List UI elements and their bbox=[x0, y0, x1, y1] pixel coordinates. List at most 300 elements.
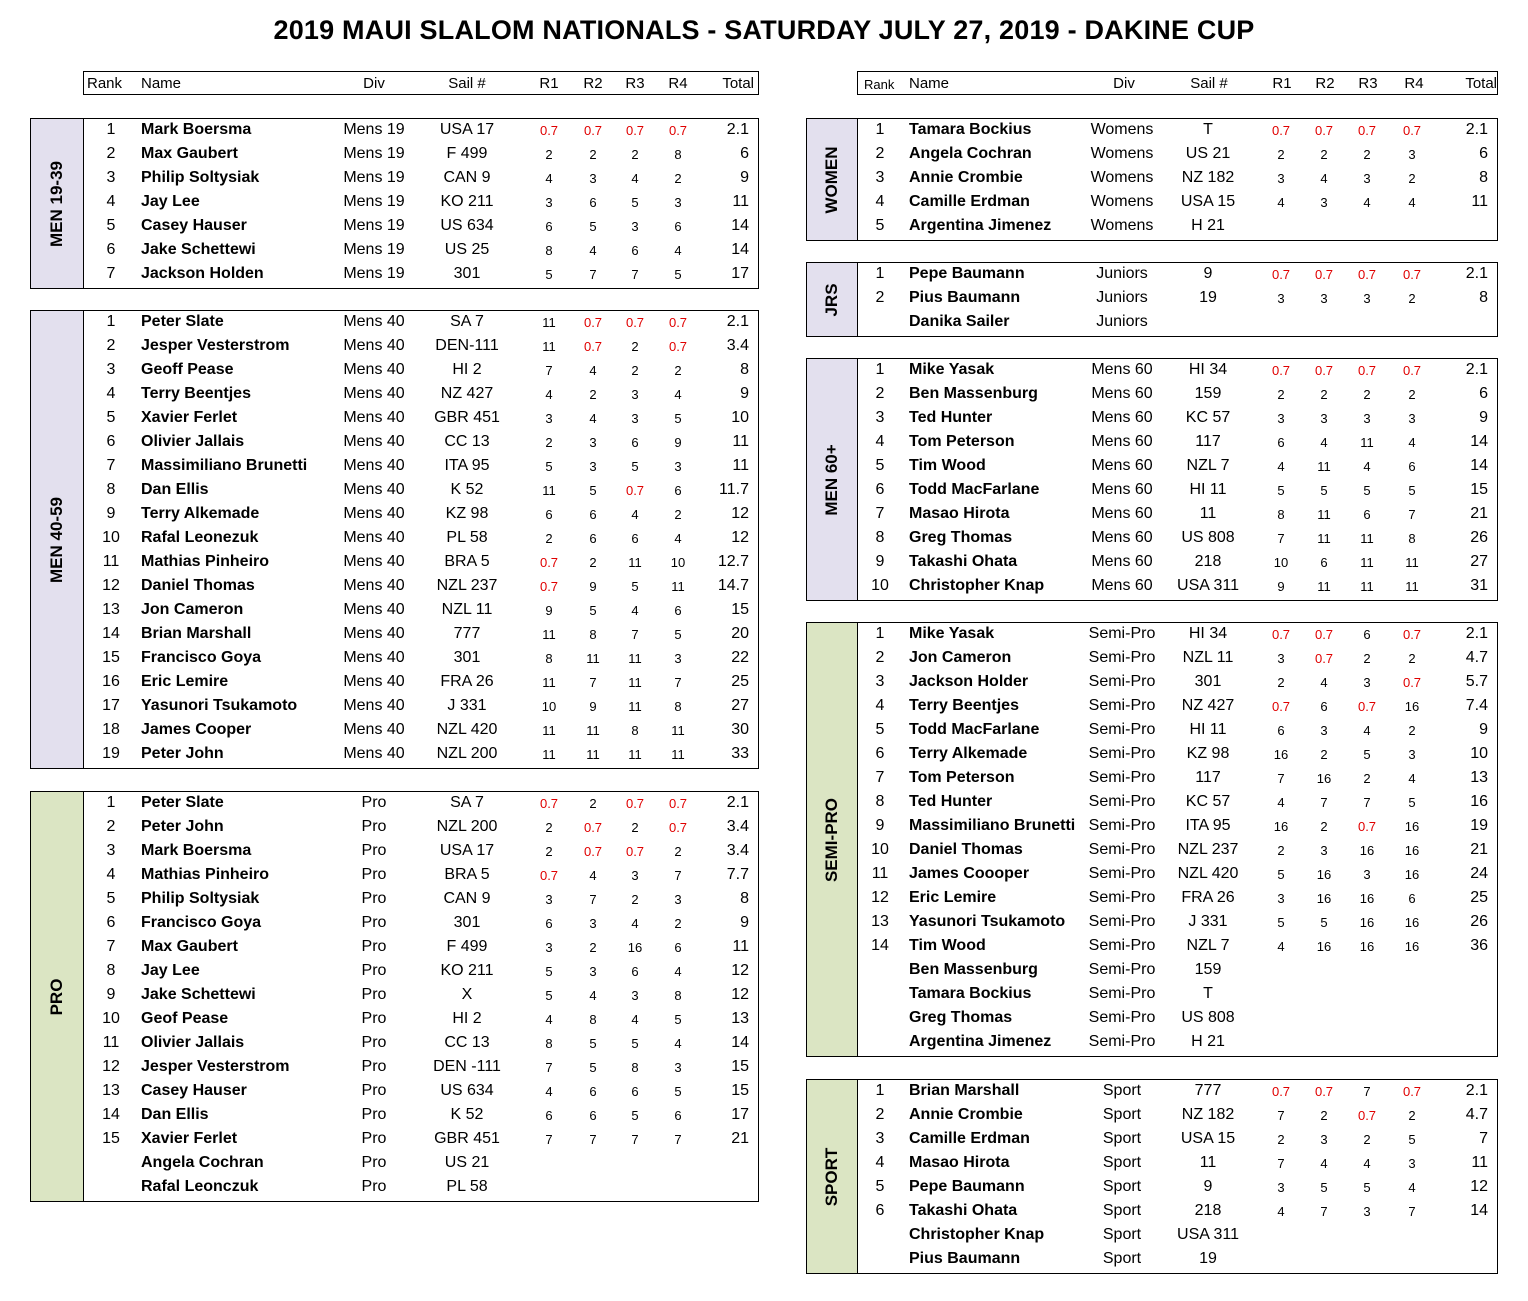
cell-total: 6 bbox=[740, 145, 749, 162]
cell-sail: GBR 451 bbox=[434, 1130, 500, 1147]
cell-rank: 5 bbox=[106, 890, 116, 907]
cell-total: 25 bbox=[1470, 889, 1488, 906]
table-row bbox=[0, 431, 1528, 455]
header-r2: R2 bbox=[1315, 75, 1335, 92]
cell-rank: 19 bbox=[102, 745, 120, 762]
cell-rank: 9 bbox=[875, 817, 885, 834]
cell-div: Mens 60 bbox=[1091, 385, 1153, 402]
table-row bbox=[0, 1056, 1528, 1080]
cell-div: Pro bbox=[361, 890, 387, 907]
table-row bbox=[0, 455, 1528, 479]
cell-sail: T bbox=[1203, 121, 1213, 138]
cell-div: Pro bbox=[361, 1082, 387, 1099]
cell-div: Mens 40 bbox=[343, 673, 405, 690]
cell-r3: 0.7 bbox=[625, 483, 645, 498]
cell-sail: PL 58 bbox=[446, 529, 488, 546]
cell-name: Danika Sailer bbox=[909, 313, 1010, 330]
cell-div: Mens 19 bbox=[343, 145, 405, 162]
cell-name: Greg Thomas bbox=[909, 529, 1013, 546]
cell-sail: DEN-111 bbox=[435, 337, 499, 354]
cell-r1: 0.7 bbox=[1271, 1084, 1291, 1099]
cell-r3: 4 bbox=[631, 171, 639, 186]
cell-r3: 2 bbox=[631, 339, 639, 354]
cell-r2: 5 bbox=[1320, 915, 1328, 930]
cell-r3: 6 bbox=[631, 531, 639, 546]
cell-rank: 12 bbox=[871, 889, 889, 906]
section-label-text: MEN 60+ bbox=[822, 443, 841, 516]
cell-r4: 3 bbox=[674, 892, 682, 907]
cell-sail: NZL 11 bbox=[441, 601, 493, 618]
cell-r4: 11 bbox=[1405, 555, 1419, 570]
cell-r3: 4 bbox=[631, 507, 639, 522]
cell-r2: 4 bbox=[589, 363, 597, 378]
cell-r4: 0.7 bbox=[1402, 675, 1422, 690]
cell-div: Semi-Pro bbox=[1088, 721, 1156, 738]
cell-r4: 16 bbox=[1404, 699, 1420, 714]
cell-name: Jon Cameron bbox=[141, 601, 244, 618]
cell-div: Sport bbox=[1102, 1202, 1142, 1219]
cell-sail: NZL 237 bbox=[1177, 841, 1239, 858]
table-row bbox=[0, 359, 1528, 383]
cell-div: Semi-Pro bbox=[1088, 841, 1156, 858]
cell-total: 19 bbox=[1470, 817, 1488, 834]
cell-name: Jay Lee bbox=[141, 962, 200, 979]
cell-name: Dan Ellis bbox=[141, 481, 209, 498]
cell-sail: FRA 26 bbox=[1181, 889, 1235, 906]
cell-r3: 16 bbox=[1359, 939, 1375, 954]
cell-rank: 8 bbox=[106, 962, 116, 979]
cell-r3: 4 bbox=[631, 1012, 639, 1027]
header-total: Total bbox=[722, 75, 754, 92]
cell-r2: 5 bbox=[589, 483, 597, 498]
cell-name: Tamara Bockius bbox=[909, 985, 1032, 1002]
cell-r2: 16 bbox=[1316, 771, 1332, 786]
cell-r1: 2 bbox=[545, 820, 553, 835]
cell-r2: 8 bbox=[589, 1012, 597, 1027]
cell-sail: 19 bbox=[1199, 289, 1217, 306]
cell-sail: KC 57 bbox=[1185, 793, 1231, 810]
cell-total: 11 bbox=[732, 938, 749, 955]
cell-sail: SA 7 bbox=[450, 313, 484, 330]
cell-div: Mens 40 bbox=[343, 337, 405, 354]
cell-r2: 7 bbox=[589, 1132, 597, 1147]
cell-r4: 4 bbox=[1408, 195, 1416, 210]
table-row bbox=[0, 1224, 1528, 1248]
cell-name: Jackson Holden bbox=[141, 265, 264, 282]
cell-r1: 5 bbox=[545, 964, 553, 979]
cell-sail: X bbox=[461, 986, 473, 1003]
cell-r3: 2 bbox=[1363, 387, 1371, 402]
table-row bbox=[0, 839, 1528, 863]
cell-rank: 8 bbox=[106, 481, 116, 498]
cell-total: 25 bbox=[731, 673, 749, 690]
cell-sail: H 21 bbox=[1191, 1033, 1225, 1050]
cell-rank: 3 bbox=[875, 409, 885, 426]
cell-sail: US 634 bbox=[440, 217, 494, 234]
cell-r1: 3 bbox=[1277, 291, 1285, 306]
table-row bbox=[0, 167, 1528, 191]
cell-r3: 11 bbox=[628, 675, 642, 690]
header-r3: R3 bbox=[625, 75, 645, 92]
cell-r3: 3 bbox=[631, 988, 639, 1003]
cell-total: 15 bbox=[1470, 481, 1488, 498]
cell-r3: 0.7 bbox=[1357, 267, 1377, 282]
cell-rank: 4 bbox=[875, 1154, 885, 1171]
cell-r1: 9 bbox=[545, 603, 553, 618]
cell-total: 11.7 bbox=[719, 481, 749, 498]
cell-div: Pro bbox=[361, 914, 387, 931]
cell-r1: 0.7 bbox=[1271, 699, 1291, 714]
cell-r3: 0.7 bbox=[1357, 819, 1377, 834]
cell-r3: 3 bbox=[1363, 171, 1371, 186]
cell-div: Pro bbox=[361, 1106, 387, 1123]
cell-rank: 10 bbox=[871, 841, 889, 858]
cell-sail: F 499 bbox=[446, 145, 488, 162]
cell-name: Annie Crombie bbox=[909, 169, 1023, 186]
cell-total: 27 bbox=[1470, 553, 1488, 570]
cell-r4: 4 bbox=[674, 243, 682, 258]
cell-r3: 0.7 bbox=[625, 123, 645, 138]
cell-total: 21 bbox=[1470, 841, 1488, 858]
cell-rank: 3 bbox=[106, 169, 116, 186]
cell-name: Peter Slate bbox=[141, 794, 224, 811]
cell-rank: 2 bbox=[875, 649, 885, 666]
table-row bbox=[0, 263, 1528, 287]
cell-r1: 6 bbox=[1277, 435, 1285, 450]
cell-r2: 4 bbox=[589, 868, 597, 883]
cell-total: 3.4 bbox=[726, 842, 749, 859]
cell-div: Pro bbox=[361, 842, 387, 859]
cell-rank: 6 bbox=[875, 481, 885, 498]
table-row bbox=[0, 935, 1528, 959]
cell-rank: 5 bbox=[875, 217, 885, 234]
cell-r2: 2 bbox=[1320, 819, 1328, 834]
cell-sail: GBR 451 bbox=[434, 409, 500, 426]
cell-name: Jake Schettewi bbox=[141, 986, 256, 1003]
cell-name: Tamara Bockius bbox=[909, 121, 1032, 138]
cell-r4: 2 bbox=[1408, 1108, 1416, 1123]
cell-div: Mens 60 bbox=[1091, 505, 1153, 522]
cell-r1: 6 bbox=[1277, 723, 1285, 738]
cell-total: 12 bbox=[731, 505, 749, 522]
cell-name: Dan Ellis bbox=[141, 1106, 209, 1123]
cell-div: Semi-Pro bbox=[1088, 745, 1156, 762]
cell-r1: 5 bbox=[545, 459, 553, 474]
cell-r2: 2 bbox=[1320, 147, 1328, 162]
cell-name: Jesper Vesterstrom bbox=[141, 337, 290, 354]
cell-div: Mens 40 bbox=[343, 529, 405, 546]
cell-div: Pro bbox=[361, 1058, 387, 1075]
cell-r3: 2 bbox=[1363, 1132, 1371, 1147]
cell-r3: 2 bbox=[1363, 147, 1371, 162]
cell-total: 9 bbox=[740, 385, 749, 402]
cell-r2: 3 bbox=[589, 916, 597, 931]
cell-sail: 218 bbox=[1194, 553, 1222, 570]
cell-div: Pro bbox=[361, 1130, 387, 1147]
cell-r1: 11 bbox=[542, 675, 556, 690]
cell-r3: 7 bbox=[1363, 1084, 1371, 1099]
table-row bbox=[0, 119, 1528, 143]
cell-r3: 4 bbox=[1363, 1156, 1371, 1171]
cell-r3: 4 bbox=[631, 916, 639, 931]
cell-r4: 0.7 bbox=[1402, 363, 1422, 378]
cell-r1: 5 bbox=[1277, 867, 1285, 882]
cell-name: Eric Lemire bbox=[909, 889, 997, 906]
cell-rank: 4 bbox=[106, 385, 116, 402]
cell-rank: 7 bbox=[106, 457, 116, 474]
cell-r2: 4 bbox=[1320, 675, 1328, 690]
cell-r3: 2 bbox=[1363, 651, 1371, 666]
cell-sail: 9 bbox=[1203, 1178, 1213, 1195]
cell-sail: T bbox=[1203, 985, 1213, 1002]
cell-name: Massimiliano Brunetti bbox=[141, 457, 308, 474]
cell-sail: US 634 bbox=[440, 1082, 494, 1099]
cell-rank: 13 bbox=[871, 913, 889, 930]
cell-div: Semi-Pro bbox=[1088, 865, 1156, 882]
cell-r4: 8 bbox=[674, 988, 682, 1003]
cell-rank: 14 bbox=[102, 1106, 120, 1123]
cell-r4: 7 bbox=[674, 1132, 682, 1147]
cell-div: Semi-Pro bbox=[1088, 961, 1156, 978]
cell-div: Juniors bbox=[1096, 313, 1148, 330]
cell-total: 21 bbox=[1470, 505, 1488, 522]
cell-name: Pius Baumann bbox=[909, 1250, 1021, 1267]
cell-rank: 7 bbox=[106, 938, 116, 955]
cell-rank: 8 bbox=[875, 793, 885, 810]
cell-r3: 0.7 bbox=[1357, 699, 1377, 714]
cell-r3: 2 bbox=[631, 820, 639, 835]
cell-r4: 10 bbox=[670, 555, 686, 570]
cell-div: Pro bbox=[361, 938, 387, 955]
cell-total: 36 bbox=[1470, 937, 1488, 954]
cell-rank: 5 bbox=[875, 457, 885, 474]
table-row bbox=[0, 1176, 1528, 1200]
right-column-header bbox=[857, 71, 1498, 95]
cell-sail: 9 bbox=[1203, 265, 1213, 282]
cell-total: 5.7 bbox=[1465, 673, 1488, 690]
cell-div: Juniors bbox=[1096, 289, 1148, 306]
cell-r4: 4 bbox=[674, 387, 682, 402]
cell-sail: US 808 bbox=[1181, 529, 1235, 546]
cell-r3: 11 bbox=[628, 651, 642, 666]
cell-name: Rafal Leonezuk bbox=[141, 529, 259, 546]
cell-r1: 0.7 bbox=[539, 555, 559, 570]
cell-r2: 9 bbox=[589, 579, 597, 594]
cell-r2: 16 bbox=[1316, 939, 1332, 954]
table-row bbox=[0, 887, 1528, 911]
cell-r4: 11 bbox=[671, 747, 685, 762]
cell-total: 2.1 bbox=[726, 794, 749, 811]
cell-div: Mens 19 bbox=[343, 217, 405, 234]
cell-r2: 5 bbox=[589, 219, 597, 234]
cell-r4: 16 bbox=[1404, 843, 1420, 858]
cell-div: Semi-Pro bbox=[1088, 697, 1156, 714]
cell-name: Jackson Holder bbox=[909, 673, 1029, 690]
cell-name: Mike Yasak bbox=[909, 361, 995, 378]
cell-sail: 218 bbox=[1194, 1202, 1222, 1219]
cell-name: Casey Hauser bbox=[141, 1082, 247, 1099]
cell-r2: 3 bbox=[589, 964, 597, 979]
cell-r1: 16 bbox=[1273, 747, 1289, 762]
cell-name: Terry Beentjes bbox=[141, 385, 251, 402]
cell-div: Mens 40 bbox=[343, 481, 405, 498]
cell-r4: 5 bbox=[674, 1012, 682, 1027]
table-row bbox=[0, 1007, 1528, 1031]
cell-name: Takashi Ohata bbox=[909, 553, 1018, 570]
cell-name: Yasunori Tsukamoto bbox=[909, 913, 1066, 930]
cell-rank: 14 bbox=[102, 625, 120, 642]
cell-rank: 2 bbox=[875, 1106, 885, 1123]
cell-rank: 4 bbox=[106, 866, 116, 883]
cell-sail: US 21 bbox=[444, 1154, 490, 1171]
cell-r2: 0.7 bbox=[1314, 627, 1334, 642]
cell-rank: 3 bbox=[875, 1130, 885, 1147]
cell-div: Womens bbox=[1090, 169, 1154, 186]
cell-rank: 2 bbox=[875, 289, 885, 306]
cell-total: 2.1 bbox=[1465, 625, 1488, 642]
cell-sail: HI 34 bbox=[1188, 625, 1228, 642]
cell-div: Sport bbox=[1102, 1226, 1142, 1243]
cell-sail: US 21 bbox=[1185, 145, 1231, 162]
cell-div: Pro bbox=[361, 986, 387, 1003]
cell-sail: 301 bbox=[453, 914, 481, 931]
header-r1: R1 bbox=[539, 75, 559, 92]
cell-r4: 2 bbox=[1408, 387, 1416, 402]
cell-r2: 3 bbox=[589, 435, 597, 450]
cell-total: 9 bbox=[740, 169, 749, 186]
cell-rank: 6 bbox=[875, 1202, 885, 1219]
cell-total: 20 bbox=[731, 625, 749, 642]
cell-name: Argentina Jimenez bbox=[909, 1033, 1052, 1050]
cell-sail: 777 bbox=[453, 625, 481, 642]
table-row bbox=[0, 239, 1528, 263]
cell-r1: 3 bbox=[1277, 651, 1285, 666]
cell-total: 11 bbox=[732, 433, 749, 450]
cell-sail: ITA 95 bbox=[1185, 817, 1231, 834]
cell-div: Sport bbox=[1102, 1154, 1142, 1171]
cell-name: James Coooper bbox=[909, 865, 1030, 882]
cell-total: 12.7 bbox=[717, 553, 749, 570]
cell-total: 9 bbox=[1479, 721, 1488, 738]
cell-total: 17 bbox=[731, 1106, 749, 1123]
table-row bbox=[0, 503, 1528, 527]
cell-div: Sport bbox=[1102, 1178, 1142, 1195]
cell-total: 7.7 bbox=[726, 866, 749, 883]
cell-r1: 7 bbox=[1277, 1108, 1285, 1123]
header-name: Name bbox=[909, 75, 950, 92]
cell-div: Mens 19 bbox=[343, 193, 405, 210]
header-r2: R2 bbox=[583, 75, 603, 92]
cell-total: 15 bbox=[731, 1082, 749, 1099]
cell-total: 26 bbox=[1470, 529, 1488, 546]
cell-r1: 11 bbox=[542, 483, 556, 498]
cell-div: Mens 40 bbox=[343, 385, 405, 402]
cell-rank: 3 bbox=[106, 842, 116, 859]
cell-name: Ben Massenburg bbox=[909, 385, 1038, 402]
cell-div: Mens 60 bbox=[1091, 409, 1153, 426]
cell-r2: 3 bbox=[1320, 291, 1328, 306]
cell-name: Rafal Leonczuk bbox=[141, 1178, 259, 1195]
table-row bbox=[0, 479, 1528, 503]
cell-name: Ted Hunter bbox=[909, 793, 993, 810]
cell-r4: 6 bbox=[674, 603, 682, 618]
cell-total: 12 bbox=[731, 986, 749, 1003]
cell-r3: 0.7 bbox=[1357, 1108, 1377, 1123]
table-row bbox=[0, 911, 1528, 935]
cell-rank: 7 bbox=[106, 265, 116, 282]
cell-total: 33 bbox=[731, 745, 749, 762]
cell-sail: NZ 182 bbox=[1181, 1106, 1235, 1123]
cell-div: Mens 60 bbox=[1091, 361, 1153, 378]
cell-r1: 5 bbox=[1277, 483, 1285, 498]
cell-r1: 10 bbox=[1273, 555, 1289, 570]
cell-div: Sport bbox=[1102, 1106, 1142, 1123]
cell-sail: NZL 7 bbox=[1186, 937, 1230, 954]
cell-r3: 11 bbox=[628, 699, 642, 714]
cell-rank: 15 bbox=[102, 649, 120, 666]
cell-div: Sport bbox=[1102, 1250, 1142, 1267]
cell-div: Mens 60 bbox=[1091, 433, 1153, 450]
cell-sail: USA 17 bbox=[439, 842, 495, 859]
cell-r2: 2 bbox=[589, 387, 597, 402]
cell-rank: 2 bbox=[106, 818, 116, 835]
cell-r1: 6 bbox=[545, 1108, 553, 1123]
cell-total: 11 bbox=[1471, 193, 1488, 210]
cell-name: Mathias Pinheiro bbox=[141, 866, 270, 883]
cell-total: 12 bbox=[731, 529, 749, 546]
header-div: Div bbox=[1113, 75, 1135, 92]
table-row bbox=[0, 983, 1528, 1007]
cell-rank: 7 bbox=[875, 505, 885, 522]
cell-r1: 4 bbox=[545, 1012, 553, 1027]
cell-r4: 11 bbox=[1405, 579, 1419, 594]
cell-r2: 6 bbox=[589, 531, 597, 546]
cell-div: Semi-Pro bbox=[1088, 793, 1156, 810]
cell-rank: 8 bbox=[875, 529, 885, 546]
cell-div: Pro bbox=[361, 962, 387, 979]
table-row bbox=[0, 1128, 1528, 1152]
cell-r2: 0.7 bbox=[1314, 267, 1334, 282]
cell-name: Francisco Goya bbox=[141, 914, 262, 931]
table-row bbox=[0, 1248, 1528, 1272]
table-row bbox=[0, 383, 1528, 407]
cell-r2: 11 bbox=[586, 723, 600, 738]
header-sail: Sail # bbox=[448, 75, 486, 92]
cell-div: Mens 60 bbox=[1091, 577, 1153, 594]
cell-sail: K 52 bbox=[450, 481, 484, 498]
cell-r4: 6 bbox=[674, 1108, 682, 1123]
cell-r2: 11 bbox=[586, 747, 600, 762]
cell-r3: 11 bbox=[1360, 555, 1374, 570]
cell-r1: 4 bbox=[1277, 795, 1285, 810]
cell-r2: 11 bbox=[1317, 507, 1331, 522]
cell-div: Mens 60 bbox=[1091, 457, 1153, 474]
cell-name: Philip Soltysiak bbox=[141, 169, 260, 186]
cell-total: 3.4 bbox=[726, 818, 749, 835]
cell-sail: 117 bbox=[1195, 433, 1221, 450]
cell-total: 30 bbox=[731, 721, 749, 738]
cell-r1: 8 bbox=[545, 651, 553, 666]
header-r1: R1 bbox=[1272, 75, 1292, 92]
cell-div: Mens 19 bbox=[343, 169, 405, 186]
cell-r1: 0.7 bbox=[1271, 267, 1291, 282]
cell-div: Pro bbox=[361, 1154, 387, 1171]
cell-r2: 5 bbox=[1320, 1180, 1328, 1195]
cell-div: Mens 40 bbox=[343, 625, 405, 642]
section-label-text: MEN 19-39 bbox=[47, 160, 66, 247]
cell-total: 8 bbox=[740, 361, 749, 378]
section-label-text: SEMI-PRO bbox=[822, 797, 841, 882]
